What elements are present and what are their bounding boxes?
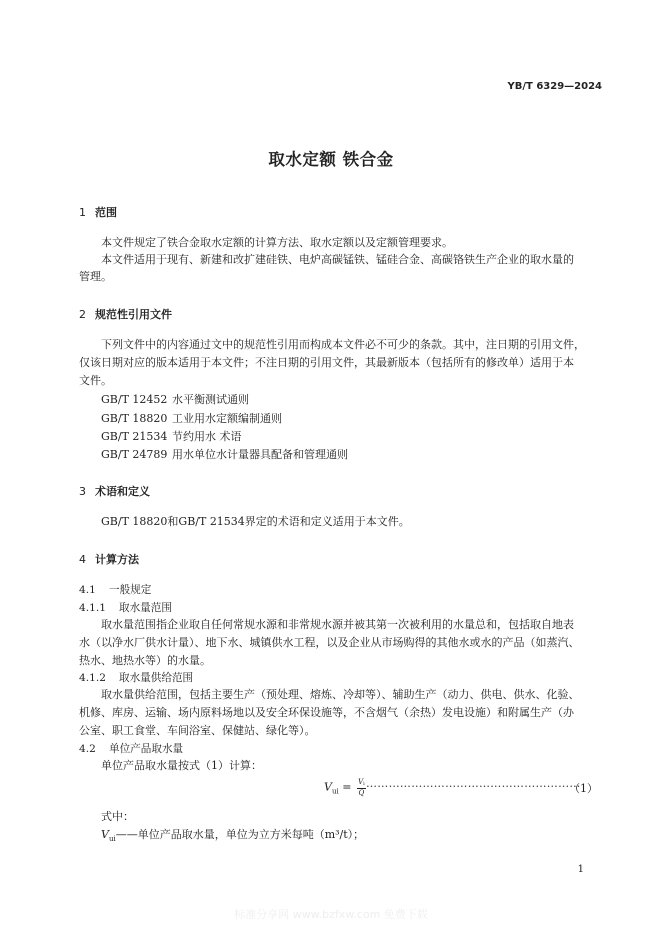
reference-title: 工业用水定额编制通则	[172, 412, 282, 425]
subsection-number: 4.1	[79, 584, 96, 596]
paragraph: 取水量范围指企业取自任何常规水源和非常规水源并被其第一次被利用的水量总和，包括取自地表	[101, 618, 574, 631]
paragraph: 本文件适用于现有、新建和改扩建硅铁、电炉高碳锰铁、锰硅合金、高碳铬铁生产企业的取水量的	[101, 253, 574, 266]
reference-item	[101, 446, 348, 462]
reference-code: GB/T 18820	[101, 412, 168, 425]
section-number: 3	[79, 485, 86, 498]
section-number: 4	[79, 553, 86, 566]
paragraph: GB/T 18820和GB/T 21534界定的术语和定义适用于本文件。	[101, 515, 410, 528]
page-number: 1	[577, 864, 584, 875]
reference-code: GB/T 12452	[101, 393, 168, 406]
variable-description: ——单位产品取水量，单位为立方米每吨（m³/t）；	[115, 828, 365, 841]
paragraph-continued: 水（以净水厂供水计量）、地下水、城镇供水工程，以及企业从市场购得的其他水或水的产品（如蒸汽、	[79, 636, 580, 649]
formula-denominator: Q	[358, 789, 365, 797]
formula-leader-dots: …………………………………………………	[366, 777, 581, 790]
subsection-number: 4.1.1	[79, 602, 106, 614]
section-number: 1	[79, 206, 86, 219]
formula-equals: =	[342, 780, 352, 794]
subsection-title: 取水量供给范围	[119, 672, 194, 684]
section-title: 规范性引用文件	[95, 308, 172, 321]
subsection-4-1-1	[79, 600, 172, 615]
equation-number: （1）	[569, 782, 598, 795]
paragraph-continued: 文件。	[79, 374, 112, 387]
formula-lhs-subscript: ui	[331, 787, 339, 796]
formula-numerator: V	[358, 778, 364, 786]
paragraph-continued: 公室、职工食堂、车间浴室、保健站、绿化等）。	[79, 724, 316, 737]
variable-definition	[101, 826, 364, 848]
paragraph: 下列文件中的内容通过文中的规范性引用而构成本文件必不可少的条款。其中，注日期的引用文件，	[101, 338, 585, 351]
section-2-heading	[79, 306, 172, 322]
section-3-heading	[79, 483, 150, 499]
paragraph: 单位产品取水量按式（1）计算：	[101, 759, 262, 772]
reference-code: GB/T 24789	[101, 448, 168, 461]
watermark: 标准分享网 www.bzfxw.com 免费下载	[234, 908, 428, 921]
paragraph: 本文件规定了铁合金取水定额的计算方法、取水定额以及定额管理要求。	[101, 236, 453, 249]
subsection-number: 4.1.2	[79, 672, 106, 684]
reference-title: 用水单位水计量器具配备和管理通则	[172, 448, 348, 461]
variable-subscript: ui	[108, 835, 116, 844]
reference-title: 水平衡测试通则	[172, 393, 249, 406]
formula	[324, 778, 368, 797]
section-title: 范围	[95, 206, 117, 219]
subsection-4-1-2	[79, 670, 193, 685]
subsection-4-1	[79, 582, 151, 597]
paragraph-continued: 管理。	[79, 270, 112, 283]
reference-item	[101, 391, 249, 407]
section-4-heading	[79, 551, 139, 567]
section-1-heading	[79, 204, 117, 220]
formula-numerator-subscript: i	[363, 781, 365, 787]
paragraph-continued: 热水、地热水等）的水量。	[79, 654, 211, 667]
page-title: 取水定额 铁合金	[268, 150, 394, 169]
reference-title: 节约用水 术语	[172, 430, 242, 443]
section-title: 术语和定义	[95, 485, 150, 498]
reference-item	[101, 428, 242, 444]
subsection-title: 一般规定	[109, 584, 152, 596]
standard-code: YB/T 6329—2024	[507, 81, 602, 92]
subsection-title: 取水量范围	[119, 602, 172, 614]
subsection-number: 4.2	[79, 743, 96, 755]
paragraph: 取水量供给范围，包括主要生产（预处理、熔炼、冷却等）、辅助生产（动力、供电、供水、化验、	[101, 688, 580, 701]
formula-fraction	[357, 778, 366, 797]
formula-lhs: V	[324, 780, 332, 794]
paragraph-continued: 机修、库房、运输、场内原料场地以及安全环保设施等，不含烟气（余热）发电设施）和附属生产（办	[79, 706, 574, 719]
reference-item	[101, 410, 282, 426]
reference-code: GB/T 21534	[101, 430, 168, 443]
variable-symbol: V	[101, 828, 109, 841]
section-title: 计算方法	[95, 553, 139, 566]
section-number: 2	[79, 308, 86, 321]
where-label: 式中：	[101, 810, 134, 823]
paragraph-continued: 仅该日期对应的版本适用于本文件；不注日期的引用文件，其最新版本（包括所有的修改单）适用于本	[79, 356, 574, 369]
subsection-title: 单位产品取水量	[109, 743, 184, 755]
subsection-4-2	[79, 741, 183, 756]
